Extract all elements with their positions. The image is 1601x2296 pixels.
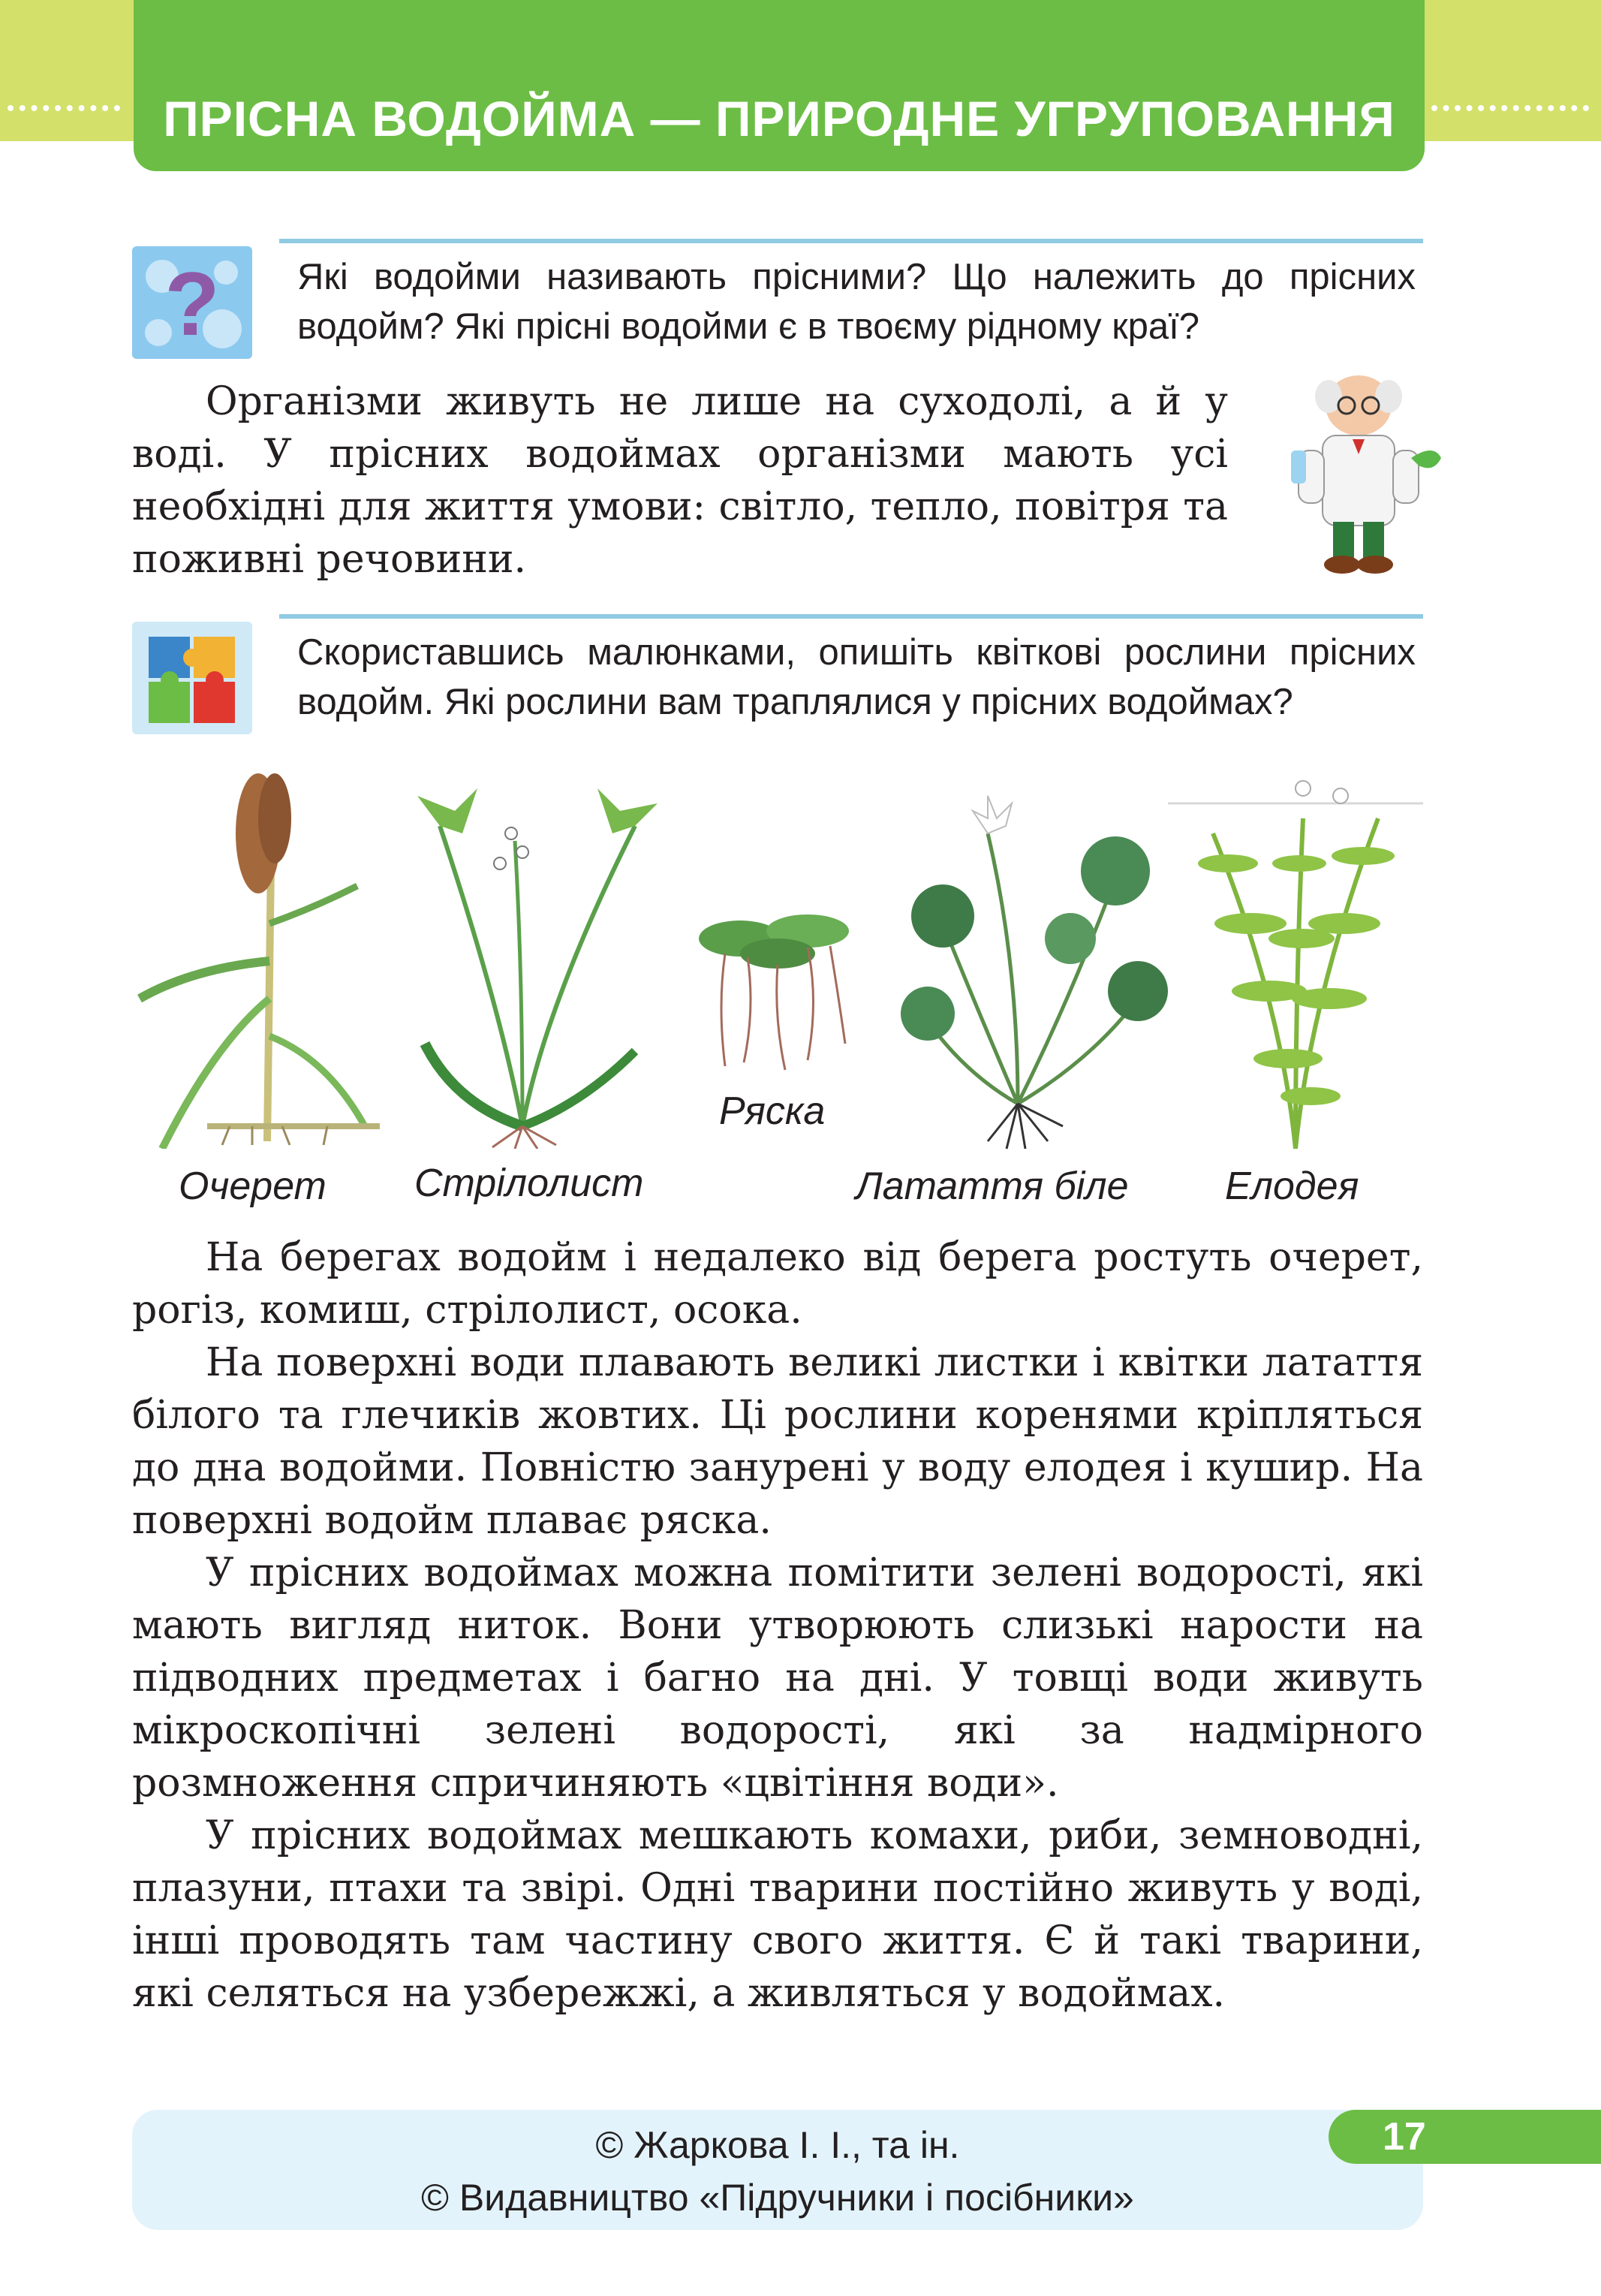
paragraph: На поверхні води плавають великі листки і квітки латаття білого та глечиків жовтих. Ці рослини коренями кріпляться до дна водойми. Повністю занурені у воду елодея і кушир. На поверхні водойм плаває ряска. [132, 1340, 1423, 1543]
plants-illustration [132, 773, 1423, 1239]
plant-caption-arrowhead: Стрілолист [414, 1162, 644, 1205]
question-2-text: Скориставшись малюнками, опишіть квіткові рослини прісних водойм. Які рослини вам траплялися у прісних водоймах? [297, 632, 1416, 722]
question-box-2 [132, 614, 1423, 772]
copyright-publisher: © Видавництво «Підручники і посібники» [421, 2177, 1134, 2219]
svg-text:?: ? [164, 254, 220, 354]
question-rule [279, 614, 1423, 619]
question-box-1 [132, 239, 1423, 366]
copyright-authors: © Жаркова І. І., та ін. [595, 2124, 960, 2166]
scientist-character-icon [1268, 368, 1449, 578]
plant-caption-duckweed: Ряска [719, 1089, 826, 1133]
elodea-illustration [1168, 773, 1423, 1164]
arrowhead-illustration [410, 781, 665, 1149]
intro-paragraph: Організми живуть не лише на суходолі, а й у воді. У прісних водоймах організми мають усі необхідні для життя умови: світло, тепло, повітря та поживні речовини. [132, 379, 1228, 582]
water-lily-illustration [898, 773, 1168, 1156]
dotted-line-right [1431, 105, 1589, 120]
header-stripe-right [1424, 0, 1601, 141]
main-text [132, 1231, 1423, 2020]
page-title: ПРІСНА ВОДОЙМА — ПРИРОДНЕ УГРУПОВАННЯ [163, 91, 1395, 146]
paragraph: На берегах водойм і недалеко від берега ростуть очерет, рогіз, комиш, стрілолист, осока. [132, 1235, 1423, 1333]
copyright-footer [132, 2110, 1423, 2230]
paragraph: У прісних водоймах можна помітити зелені водорості, які мають вигляд ниток. Вони утворюють слизькі нарости на підводних предметах і багно на дні. У товщі води живуть мікроскопічні зелені водорості, які за надмірного розмноження спричиняють «цвітіння води». [132, 1550, 1423, 1806]
reed-illustration [132, 773, 387, 1149]
question-1-text: Які водойми називають прісними? Що належить до прісних водойм? Які прісні водойми є в твоєму рідному краї? [297, 257, 1416, 347]
plant-caption-reed: Очерет [179, 1165, 327, 1208]
duckweed-illustration [695, 901, 860, 1074]
plant-caption-elodea: Елодея [1225, 1165, 1359, 1208]
header-stripe-left [0, 0, 134, 141]
dotted-line-left [8, 105, 120, 120]
question-rule [279, 239, 1423, 243]
chapter-title-tab [134, 0, 1425, 171]
page-number: 17 [1329, 2110, 1601, 2164]
question-mark-icon [132, 246, 252, 359]
puzzle-icon [132, 622, 252, 734]
plant-caption-water-lily: Латаття біле [856, 1165, 1129, 1208]
paragraph: У прісних водоймах мешкають комахи, риби, земноводні, плазуни, птахи та звірі. Одні тварини постійно живуть у воді, інші проводять там частину свого життя. Є й такі тварини, які селяться на узбережжі, а живляться у водоймах. [132, 1813, 1423, 2016]
